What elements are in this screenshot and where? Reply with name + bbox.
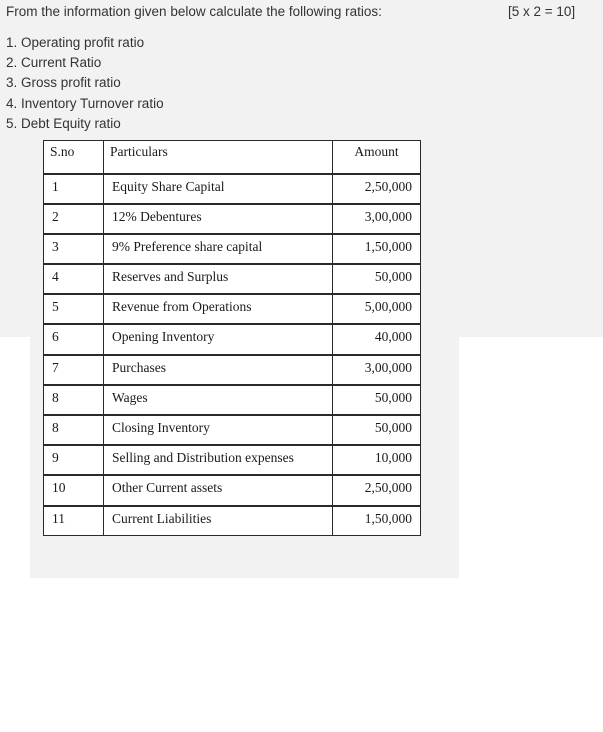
table-row xyxy=(44,445,421,475)
cell-amount: 3,00,000 xyxy=(333,204,421,234)
ratio-item: 1. Operating profit ratio xyxy=(6,35,145,50)
header-amount: Amount xyxy=(333,141,421,174)
cell-sno: 8 xyxy=(44,385,104,415)
cell-amount: 50,000 xyxy=(333,264,421,294)
cell-particulars: Selling and Distribution expenses xyxy=(104,445,333,475)
cell-amount: 10,000 xyxy=(333,445,421,475)
cell-sno: 2 xyxy=(44,204,104,234)
ratio-list xyxy=(6,33,164,134)
cell-particulars: 12% Debentures xyxy=(104,204,333,234)
cell-sno: 1 xyxy=(44,174,104,204)
cell-particulars: Wages xyxy=(104,385,333,415)
table-row xyxy=(44,204,421,234)
cell-amount: 40,000 xyxy=(333,324,421,354)
cell-sno: 8 xyxy=(44,415,104,445)
cell-sno: 4 xyxy=(44,264,104,294)
cell-sno: 3 xyxy=(44,234,104,264)
cell-sno: 9 xyxy=(44,445,104,475)
cell-particulars: 9% Preference share capital xyxy=(104,234,333,264)
cell-amount: 1,50,000 xyxy=(333,234,421,264)
question-intro: From the information given below calculate the following ratios: xyxy=(6,4,382,19)
cell-particulars: Opening Inventory xyxy=(104,324,333,354)
cell-sno: 5 xyxy=(44,294,104,324)
cell-sno: 10 xyxy=(44,475,104,505)
cell-amount: 50,000 xyxy=(333,415,421,445)
cell-particulars: Other Current assets xyxy=(104,475,333,505)
marks-allocation: [5 x 2 = 10] xyxy=(508,4,576,19)
header-particulars: Particulars xyxy=(104,141,333,174)
table-row xyxy=(44,385,421,415)
cell-sno: 11 xyxy=(44,506,104,536)
ratio-item: 2. Current Ratio xyxy=(6,55,102,71)
ratio-item: 4. Inventory Turnover ratio xyxy=(6,95,164,111)
cell-particulars: Reserves and Surplus xyxy=(104,264,333,294)
table-row xyxy=(44,264,421,294)
cell-particulars: Equity Share Capital xyxy=(104,174,333,204)
table-row xyxy=(44,234,421,264)
cell-amount: 1,50,000 xyxy=(333,506,421,536)
table-row xyxy=(44,475,421,505)
cell-amount: 5,00,000 xyxy=(333,294,421,324)
cell-sno: 7 xyxy=(44,355,104,385)
table-row xyxy=(44,294,421,324)
cell-particulars: Revenue from Operations xyxy=(104,294,333,324)
cell-amount: 50,000 xyxy=(333,385,421,415)
cell-particulars: Closing Inventory xyxy=(104,415,333,445)
cell-sno: 6 xyxy=(44,324,104,354)
financial-data-table xyxy=(43,140,421,536)
table-row xyxy=(44,506,421,536)
cell-amount: 3,00,000 xyxy=(333,355,421,385)
cell-amount: 2,50,000 xyxy=(333,475,421,505)
cell-particulars: Current Liabilities xyxy=(104,506,333,536)
table-header-row xyxy=(44,141,421,174)
table-row xyxy=(44,415,421,445)
cell-particulars: Purchases xyxy=(104,355,333,385)
table-row xyxy=(44,174,421,204)
table-row xyxy=(44,355,421,385)
ratio-item: 5. Debt Equity ratio xyxy=(6,115,121,131)
table-row xyxy=(44,324,421,354)
header-sno: S.no xyxy=(44,141,104,174)
ratio-item: 3. Gross profit ratio xyxy=(6,75,121,91)
cell-amount: 2,50,000 xyxy=(333,174,421,204)
